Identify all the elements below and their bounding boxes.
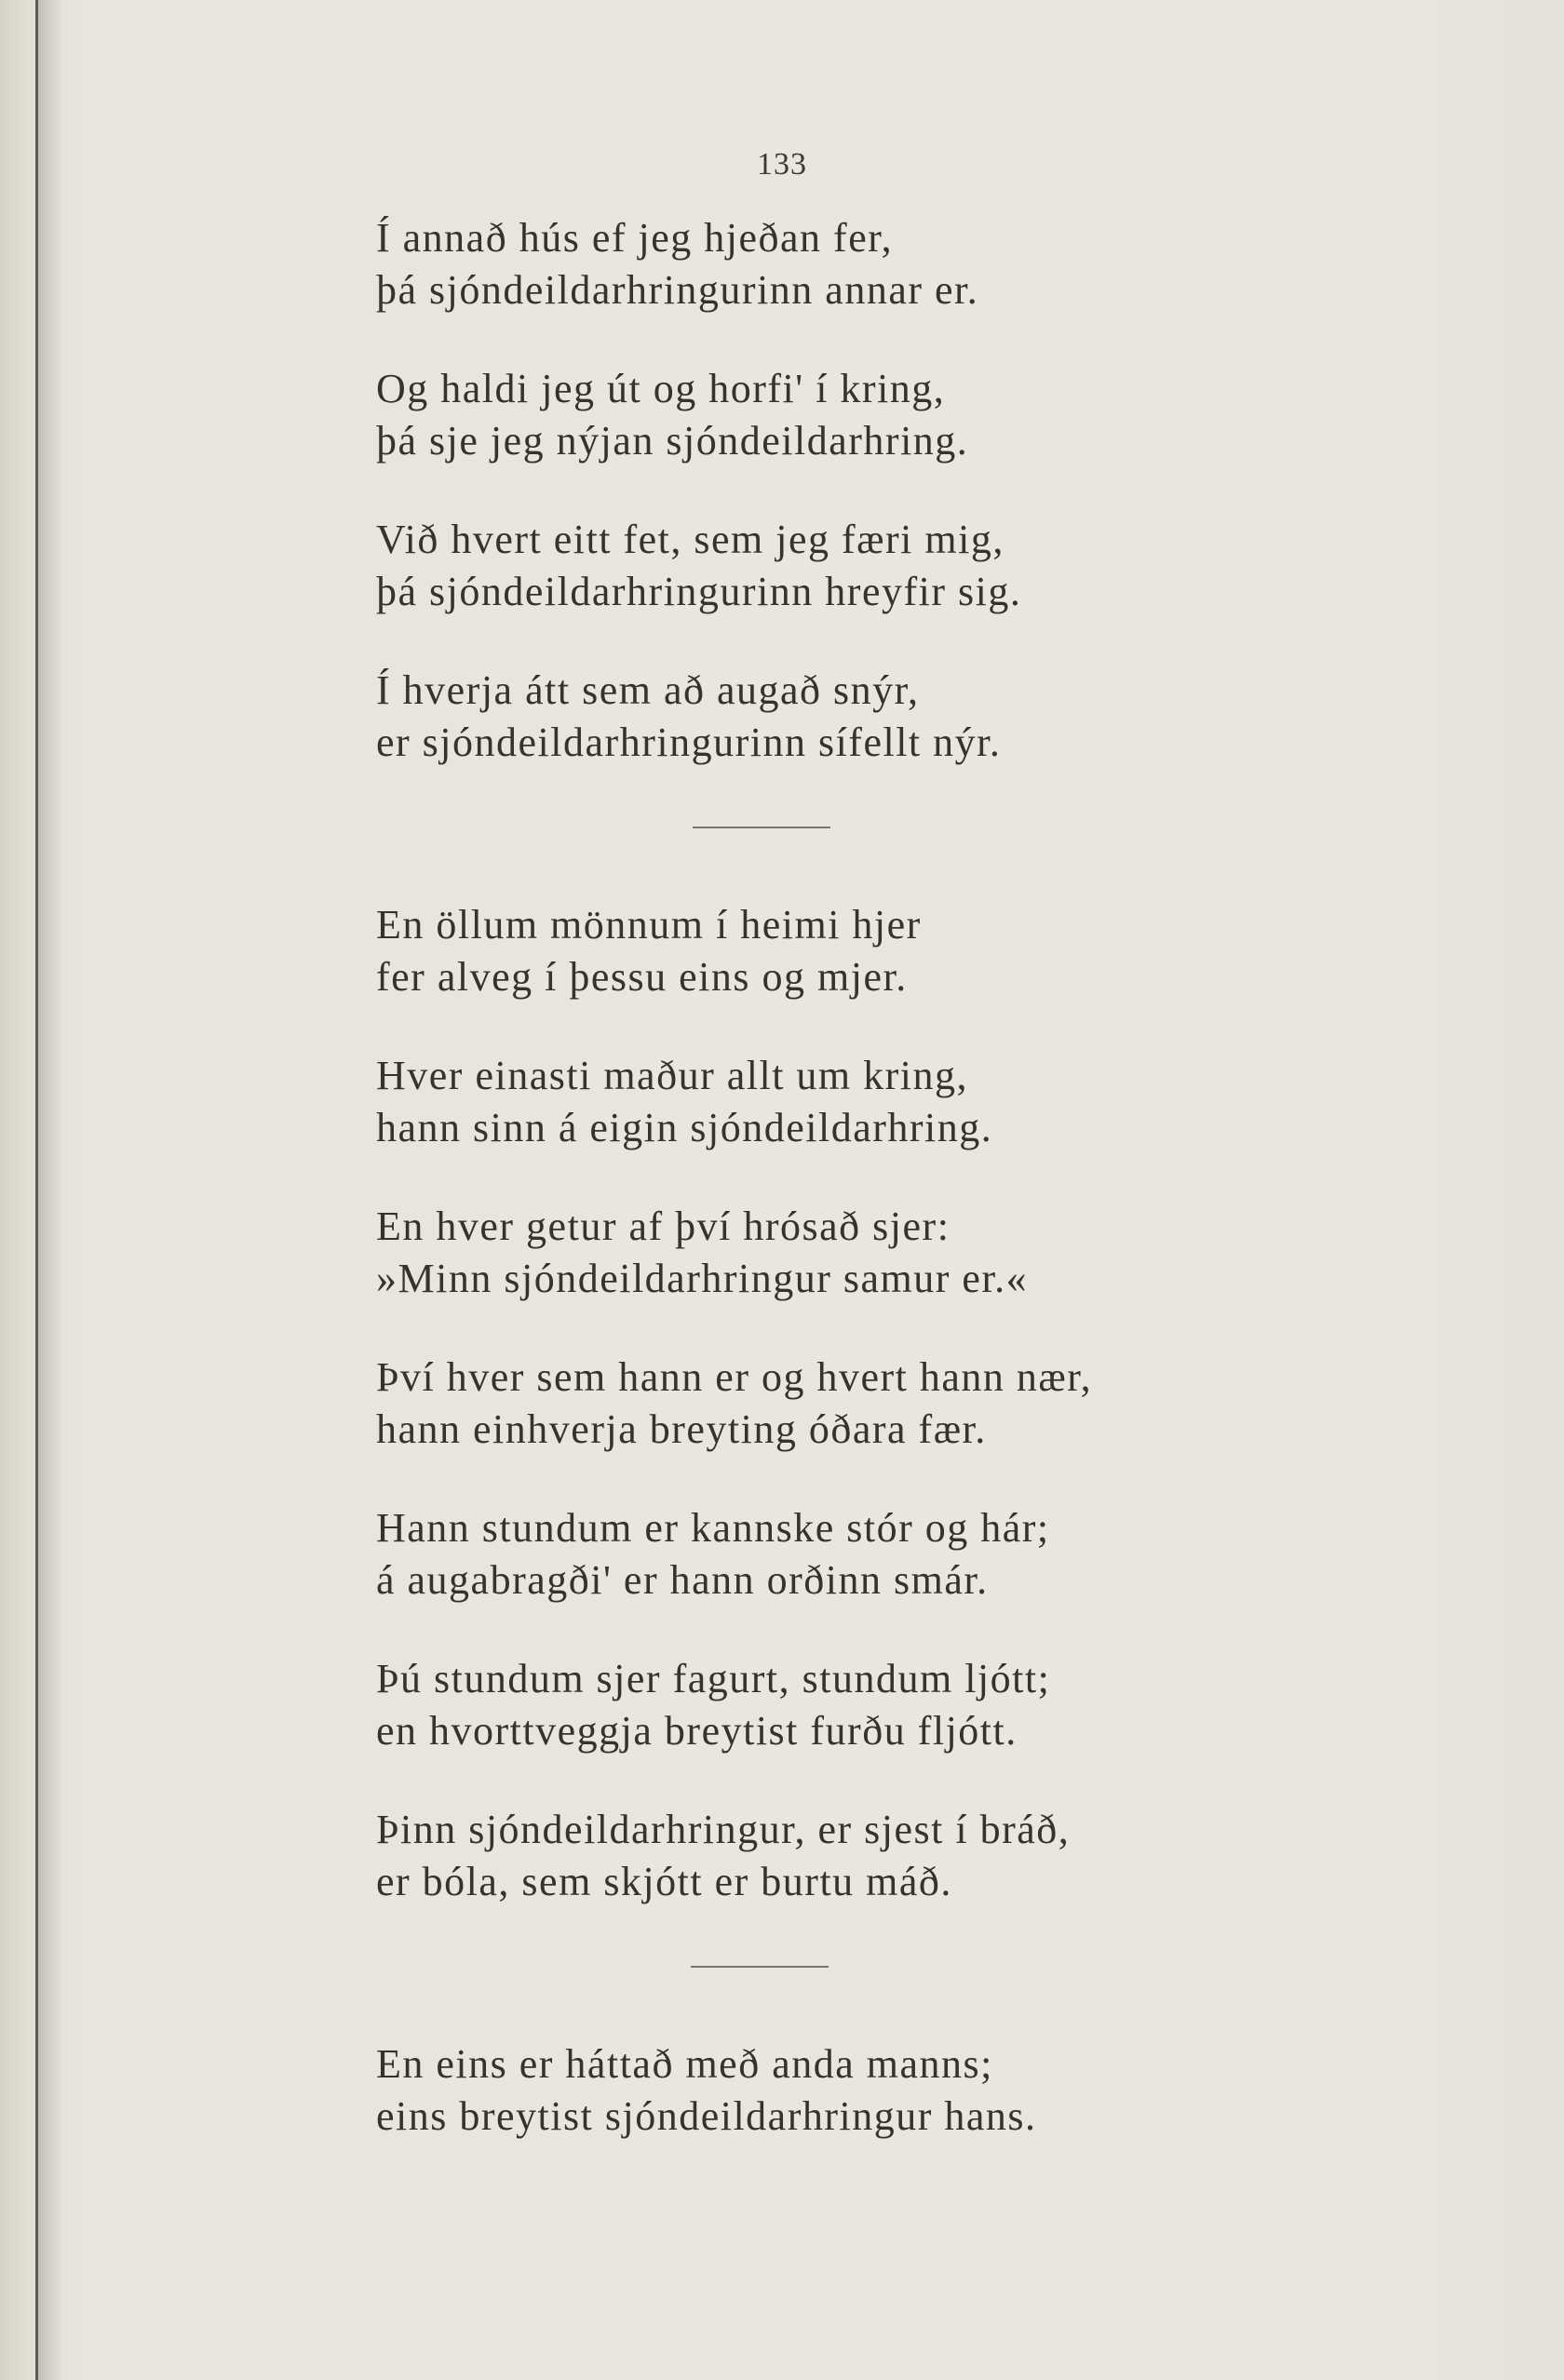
- poem-line: Og haldi jeg út og horfi' í kring,: [376, 366, 946, 411]
- poem-line: Hver einasti maður allt um kring,: [376, 1053, 969, 1098]
- stanza-11: [376, 1804, 1475, 1908]
- poem-line: er sjóndeildarhringurinn sífellt nýr.: [376, 719, 1002, 765]
- poem-line: er bóla, sem skjótt er burtu máð.: [376, 1859, 952, 1904]
- section-divider: [691, 1966, 829, 1968]
- poem-line: En hver getur af því hrósað sjer:: [376, 1203, 951, 1249]
- section-divider: [693, 827, 830, 828]
- stanza-4: [376, 665, 1475, 769]
- stanza-3: [376, 514, 1475, 618]
- poem-line: Í hverja átt sem að augað snýr,: [376, 667, 920, 713]
- stanza-12: [376, 2038, 1475, 2143]
- poem-line: hann einhverja breyting óðara fær.: [376, 1406, 987, 1452]
- stanza-2: [376, 363, 1475, 467]
- poem-line: En eins er háttað með anda manns;: [376, 2041, 993, 2087]
- poem-line: eins breytist sjóndeildarhringur hans.: [376, 2093, 1037, 2139]
- page-number: 133: [757, 147, 807, 182]
- poem-line: þá sjóndeildarhringurinn annar er.: [376, 267, 979, 313]
- poem-line: en hvorttveggja breytist furðu fljótt.: [376, 1708, 1018, 1754]
- poem-line: þá sje jeg nýjan sjóndeildarhring.: [376, 418, 969, 464]
- poem-line: Því hver sem hann er og hvert hann nær,: [376, 1354, 1093, 1400]
- poem-line: Þinn sjóndeildarhringur, er sjest í bráð,: [376, 1807, 1071, 1852]
- stanza-6: [376, 1050, 1475, 1154]
- poem-line: þá sjóndeildarhringurinn hreyfir sig.: [376, 569, 1022, 614]
- poem-line: »Minn sjóndeildarhringur samur er.«: [376, 1256, 1029, 1301]
- stanza-5: [376, 899, 1475, 1003]
- stanza-7: [376, 1201, 1475, 1305]
- stanza-9: [376, 1502, 1475, 1607]
- poem-line: Hann stundum er kannske stór og hár;: [376, 1505, 1050, 1551]
- poem-line: Við hvert eitt fet, sem jeg færi mig,: [376, 517, 1004, 562]
- poem-line: En öllum mönnum í heimi hjer: [376, 902, 922, 948]
- stanza-10: [376, 1653, 1475, 1757]
- poem-line: Þú stundum sjer fagurt, stundum ljótt;: [376, 1656, 1051, 1701]
- poem-line: fer alveg í þessu eins og mjer.: [376, 954, 908, 1000]
- poem-line: á augabragði' er hann orðinn smár.: [376, 1557, 989, 1603]
- stanza-1: [376, 212, 1475, 316]
- poem-line: Í annað hús ef jeg hjeðan fer,: [376, 215, 894, 261]
- stanza-8: [376, 1351, 1475, 1456]
- poem-text: [376, 212, 1475, 2143]
- binding-shadow: [38, 0, 62, 2380]
- poem-line: hann sinn á eigin sjóndeildarhring.: [376, 1105, 993, 1150]
